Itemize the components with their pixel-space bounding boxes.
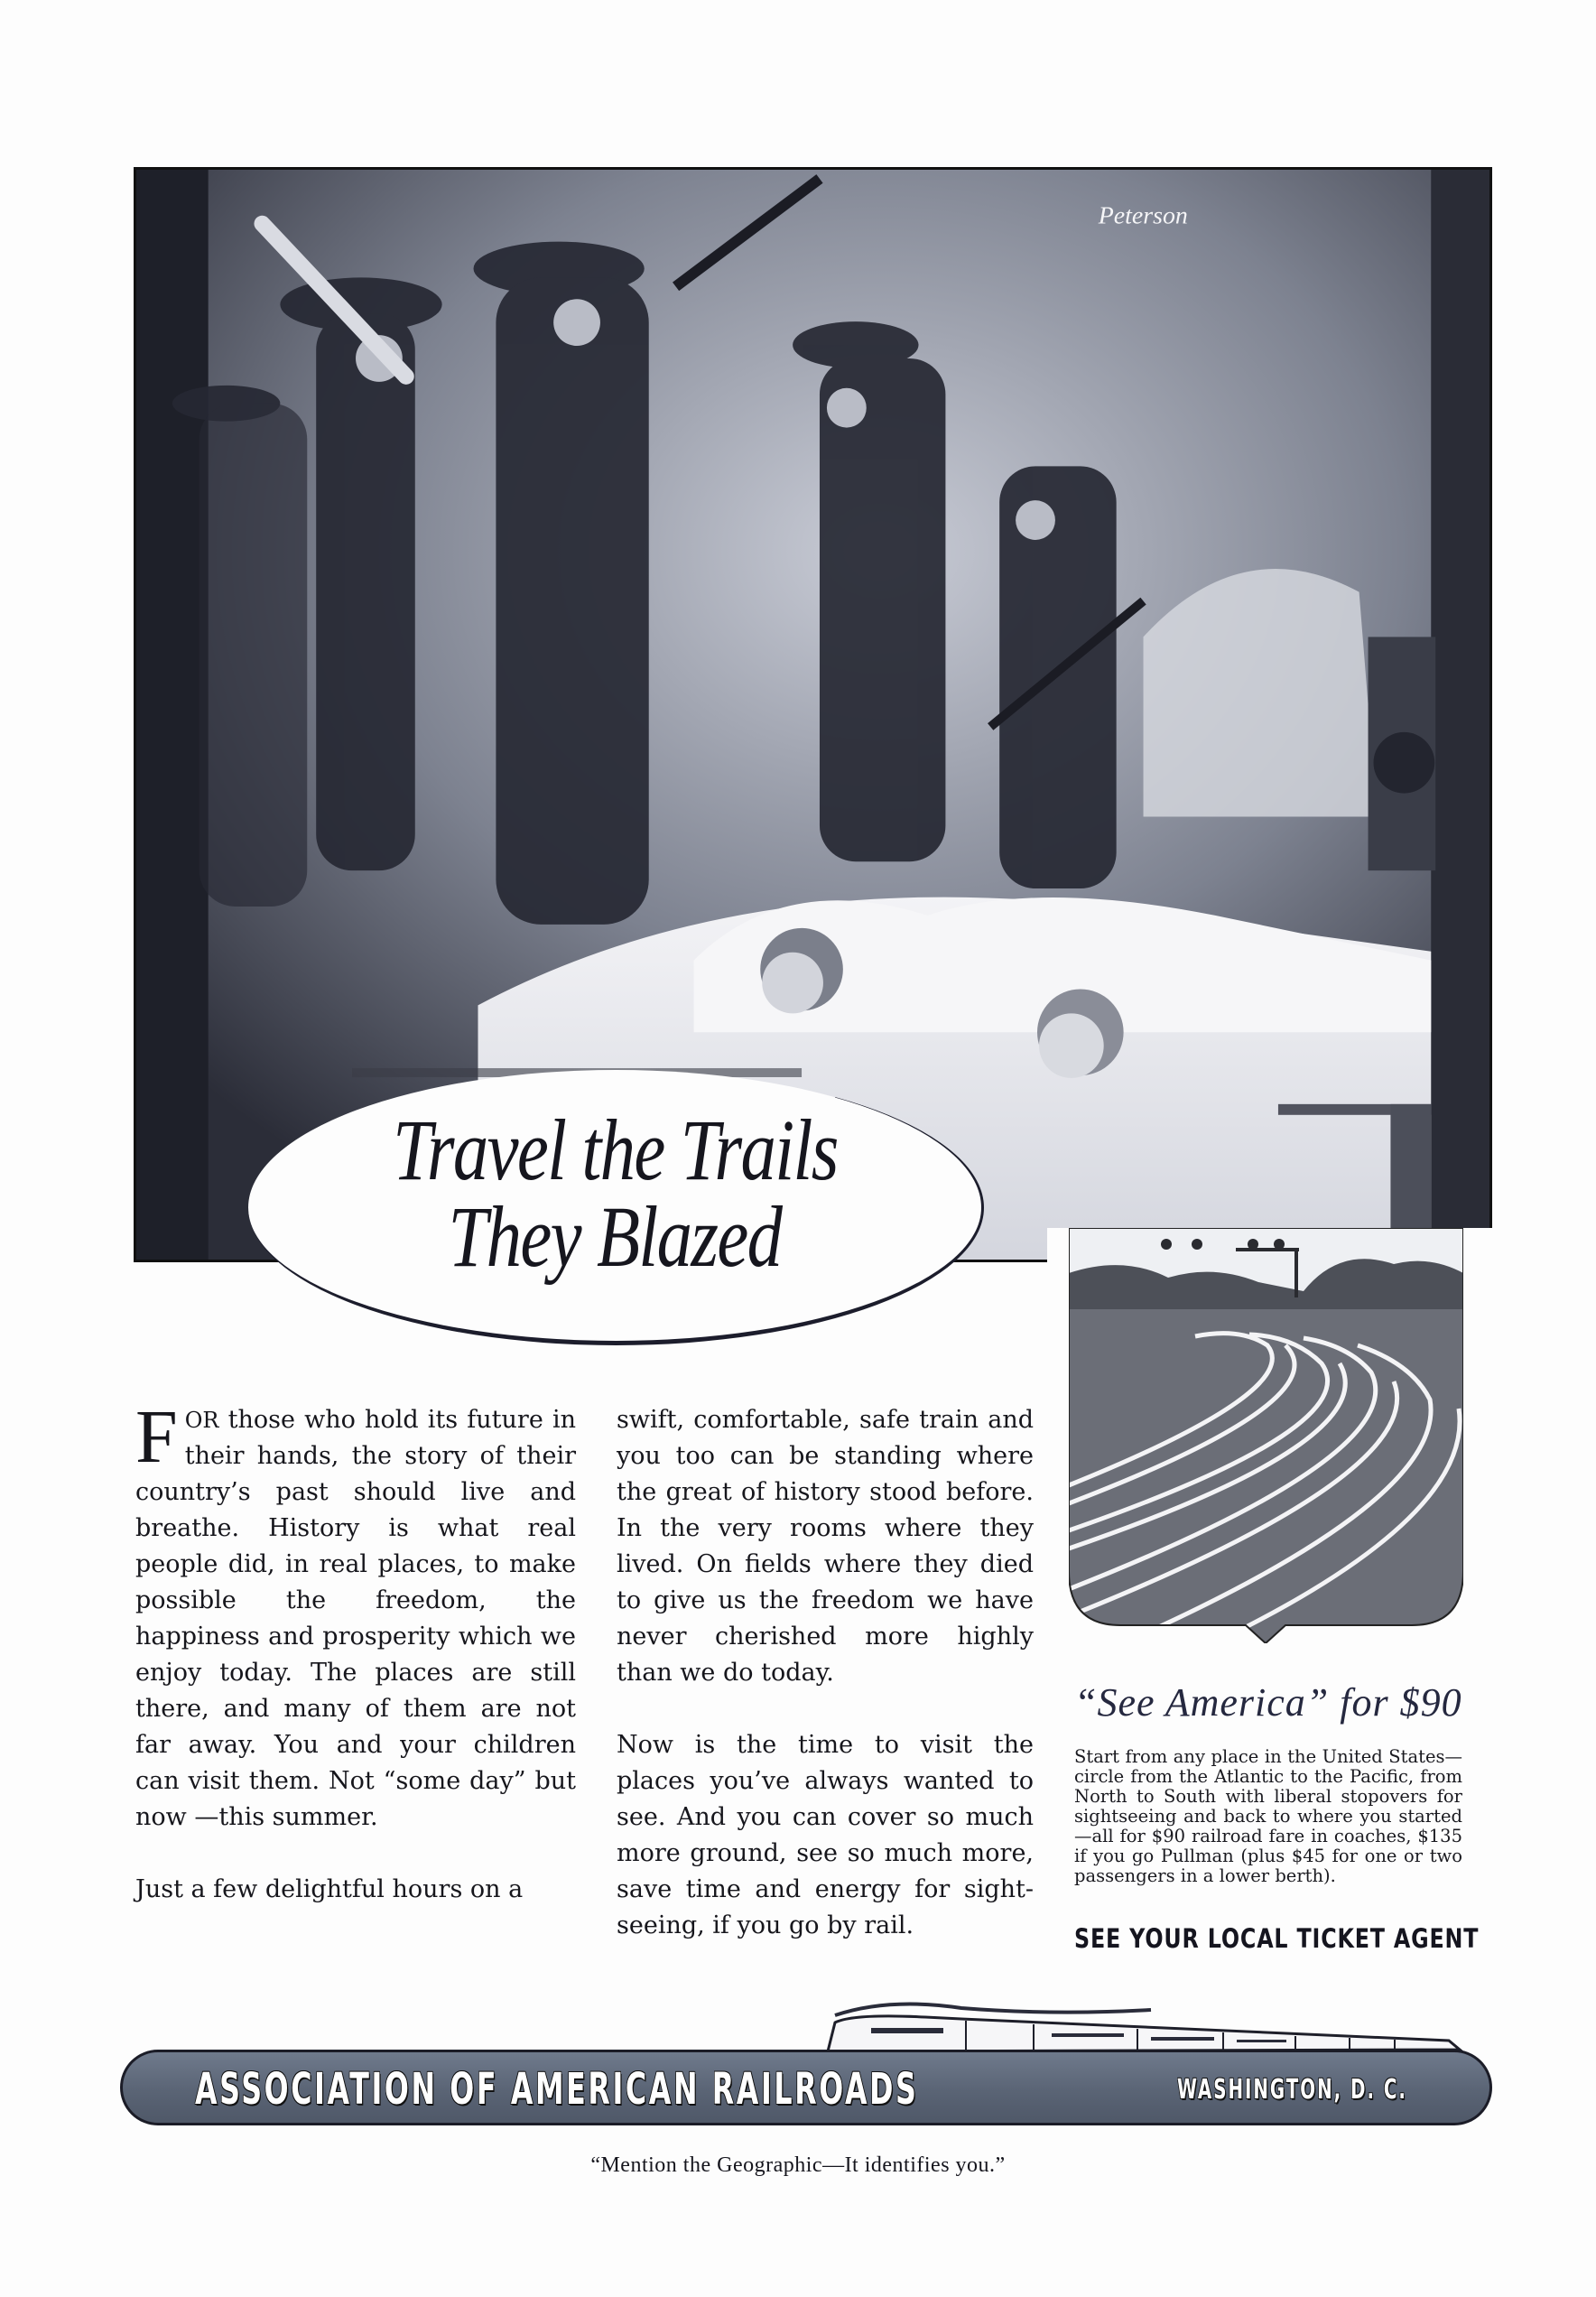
footer-note: “Mention the Geographic—It identifies you.” xyxy=(590,2153,1006,2177)
artist-signature: Peterson xyxy=(1098,201,1188,230)
sponsor-banner xyxy=(120,2050,1492,2125)
sponsor-location: WASHINGTON, D. C. xyxy=(1177,2074,1407,2106)
body-paragraph-2: Just a few delightful hours on a xyxy=(135,1875,524,1903)
drop-cap: F xyxy=(135,1395,178,1479)
body-paragraph-1 xyxy=(135,1395,576,1836)
body-paragraph-3: swift, comfortable, safe train and you too can be standing where the great of history stood before. In the very rooms where they lived. On fields where they died to give us the freedom we have never cherished more highly than we do today. xyxy=(617,1406,1034,1687)
headline-oval xyxy=(248,1070,984,1345)
headline-line-1: Travel the Trails xyxy=(392,1102,838,1198)
streamlined-train-icon xyxy=(817,1997,1467,2055)
offer-details: Start from any place in the United States—circle from the Atlantic to the Pacific, from North to South with liberal stopovers for sightseeing and back to where you started—all for $90 railroad fare in coaches, $135 if you go Pullman (plus $45 for one or two passengers in a lower berth). xyxy=(1074,1746,1462,1886)
lead-smallcaps: OR xyxy=(184,1408,219,1433)
ticket-agent-call-to-action: SEE YOUR LOCAL TICKET AGENT xyxy=(1074,1923,1480,1954)
paragraph-1-text: those who hold its future in their hands, the story of their country’s past should live and breathe. History is what real people did, in real places, to make possible the freedom, the happiness and prosperity which we enjoy today. The places are still there, and many of them are not far away. You and your children can visit them. Not “some day” but now —this summer. xyxy=(135,1406,576,1831)
body-column-2 xyxy=(617,1402,1034,1944)
railway-tracks-shield-image xyxy=(1069,1228,1463,1643)
headline-line-2: They Blazed xyxy=(448,1188,782,1285)
body-paragraph-4: Now is the time to visit the places you’ve always wanted to see. And you can cover so much more ground, see so much more, save time and energy for sight-seeing, if you go by rail. xyxy=(617,1731,1034,1939)
offer-title: “See America” for $90 xyxy=(1074,1680,1462,1725)
body-column-1 xyxy=(135,1395,576,1908)
sponsor-name: ASSOCIATION OF AMERICAN RAILROADS xyxy=(195,2064,919,2115)
